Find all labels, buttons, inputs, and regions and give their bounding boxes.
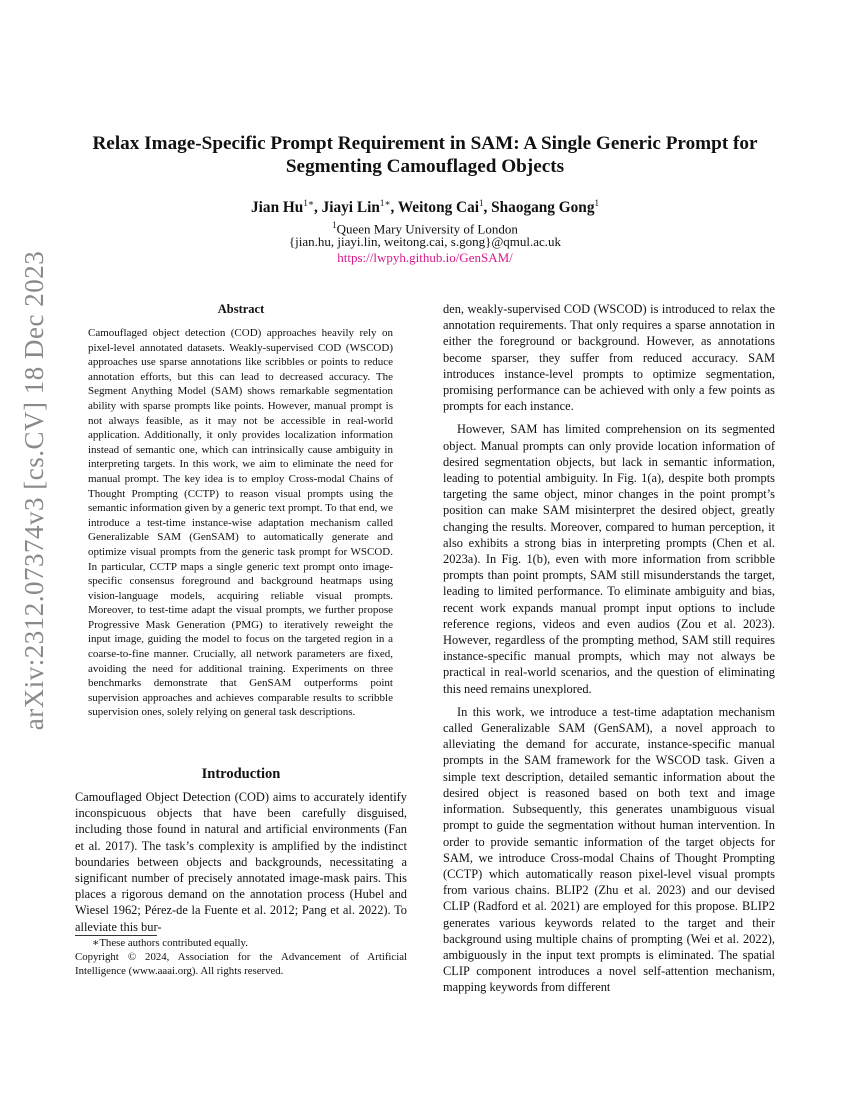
affiliation-mark: 1 [332, 220, 337, 230]
author-mark: 1 [594, 198, 599, 208]
paragraph: However, SAM has limited comprehension on its segmented object. Manual prompts can only provide location information of desired segmentation objects, but lack in semantic information, leading to potential ambiguity. In Fig. 1(a), despite both prompts targeting the same object, minor changes in the point prompt’s position can make SAM misinterpret the desired object, greatly changing the results. Moreover, compared to human perception, it also exhibits a strong bias in interpreting prompts (Chen et al. 2023a). In Fig. 1(b), even with more information from scribble prompts than point prompts, SAM still misunderstands the target, leading to limited performance. To eliminate ambiguity and bias, recent work expands manual prompt input options to include reference regions, videos and even audios (Zou et al. 2023). However, regardless of the prompting method, SAM still requires instance-specific manual prompts, which may not always be practical in real-world scenarios, and the question of eliminating this need remains unexplored. [443, 422, 775, 696]
arxiv-identifier-text: arXiv:2312.07374v3 [cs.CV] 18 Dec 2023 [19, 250, 50, 730]
introduction-text: Camouflaged Object Detection (COD) aims to accurately identify inconspicuous objects that have been carefully disguised, including those found in natural and artificial environments (Fan et al. 2017). The task’s complexity is amplified by the indistinct boundaries between objects and backgrounds, necessitating a significant number of precisely annotated image-mask pairs. This places a rigorous demand on the annotation process (Hubel and Wiesel 1962; Pérez-de la Fuente et al. 2012; Pang et al. 2022). To alleviate this bur- [75, 790, 407, 934]
project-url-link[interactable]: https://lwpyh.github.io/GenSAM/ [337, 250, 513, 265]
footnote-equal-contribution: ∗These authors contributed equally. [92, 937, 248, 949]
author-name: Weitong Cai [397, 199, 480, 217]
paper-title: Relax Image-Specific Prompt Requirement in SAM: A Single Generic Prompt for Segmenting Camouflaged Objects [92, 133, 758, 177]
author-name: Jiayi Lin [321, 199, 380, 217]
paragraph: den, weakly-supervised COD (WSCOD) is introduced to relax the annotation requirements. That only requires a sparse annotation in either the foreground or background. However, as annotations become sparser, they suffer from reduced accuracy. SAM introduces instance-level prompts to optimize segmentation, promising performance can be achieved with only a few points as prompts for each instance. [443, 302, 775, 414]
author-emails: {jian.hu, jiayi.lin, weitong.cai, s.gong}@qmul.ac.uk [288, 234, 562, 249]
footnote [75, 937, 407, 978]
affiliation-text: Queen Mary University of London [336, 221, 518, 237]
right-column [443, 301, 775, 998]
author-name: Jian Hu [251, 199, 304, 217]
abstract-heading: Abstract [217, 302, 265, 316]
footnote-copyright: Copyright © 2024, Association for the Advancement of Artificial Intelligence (www.aaai.org). All rights reserved. [75, 950, 407, 977]
author-list: Jian $Hu^{1∗}$, Jiayi Lin$^{1∗}$, Weitong Cai$^1$, Shaogang Gong$^1$ [251, 198, 599, 217]
arxiv-identifier [6, 250, 64, 730]
abstract-text: Camouflaged object detection (COD) approaches heavily rely on pixel-level annotated datasets. Weakly-supervised COD (WSCOD) approaches use sparse annotations like scribbles or points to reduce annotation efforts, but this can lead to decreased accuracy. The Segment Anything Model (SAM) shows remarkable segmentation ability with sparse prompts like points. However, manual prompt is not always feasible, as it may not be accessible in real-world application. Additionally, it only provides localization information instead of semantic one, which can intrinsically cause ambiguity in interpreting targets. In this work, we aim to eliminate the need for manual prompt. The key idea is to employ Cross-modal Chains of Thought Prompting (CCTP) to reason visual prompts using the semantic information given by a generic text prompt. To that end, we introduce a test-time instance-wise adaptation mechanism called Generalizable SAM (GenSAM) to automatically generate and optimize visual prompts from the generic task prompt for WSCOD. In particular, CCTP maps a single generic text prompt onto image-specific consensus foreground and background heatmaps using vision-language models, acquiring reliable visual prompts. Moreover, to test-time adapt the visual prompts, we further propose Progressive Mask Generation (PMG) to iteratively reweight the input image, guiding the model to focus on the targeted region in a coarse-to-fine manner. Crucially, all network parameters are fixed, avoiding the need for additional training. Experiments on three benchmarks demonstrate that GenSAM outperforms point supervision approaches and achieves comparable results to scribble supervision ones, solely relying on general task descriptions. [88, 327, 393, 719]
author-mark: 1 [479, 198, 484, 208]
footnote-rule [75, 935, 157, 936]
author-name: Shaogang Gong [491, 199, 595, 217]
introduction-heading: Introduction [201, 766, 281, 782]
paragraph: In this work, we introduce a test-time adaptation mechanism called Generalizable SAM (GenSAM), a novel approach to alleviating the demand for accurate, instance-specific manual prompts in the SAM framework for the WSCOD task. Given a simple text description, detailed semantic information about the desired object is reasoned based on both text and image information. Subsequently, this generates unambiguous visual prompt to guide the segmentation without human intervention. In order to provide semantic information of the target objects for SAM, we introduce Cross-modal Chains of Thought Prompting (CCTP) which automatically reason pixel-level visual prompts from various chains. BLIP2 (Zhu et al. 2023) and our devised CLIP (Radford et al. 2021) are employed for this propose. BLIP2 generates various keywords related to the target and their background using multiple chains of prompting (Wei et al. 2022), ambiguously in the input text prompts is eliminated. The spatial CLIP component introduces a novel self-attention mechanism, mapping keywords from different [443, 704, 775, 995]
author-mark: 1∗ [379, 198, 391, 208]
author-mark: 1∗ [303, 198, 314, 208]
